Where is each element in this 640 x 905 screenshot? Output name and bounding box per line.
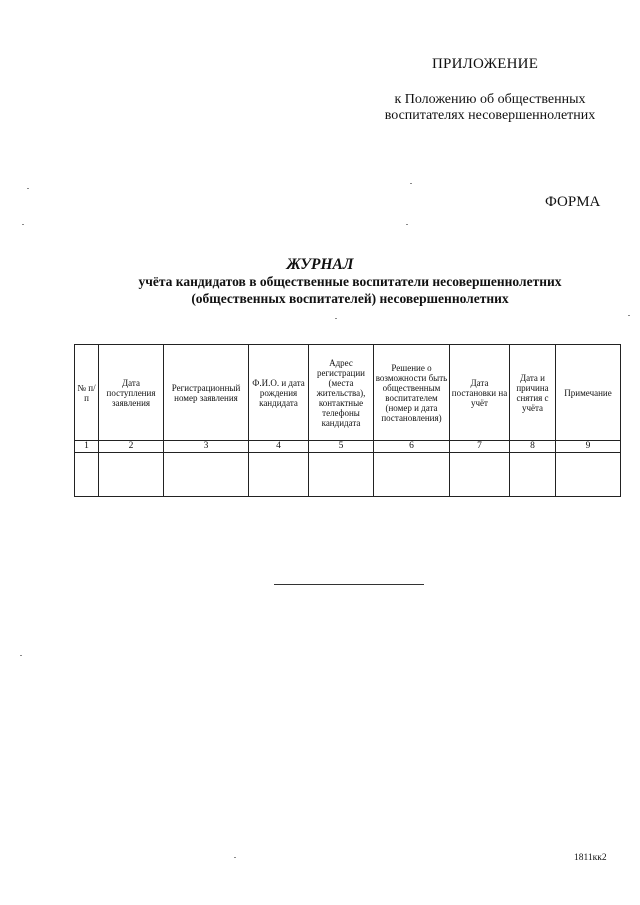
scan-speck <box>22 224 24 225</box>
blank-cell <box>249 453 309 497</box>
column-number: 1 <box>75 441 99 453</box>
header-cell: Решение о возможности быть общественным воспитателем (номер и дата постановления) <box>374 345 450 441</box>
blank-cell <box>164 453 249 497</box>
scan-speck <box>27 188 29 189</box>
header-cell: Ф.И.О. и дата рождения кандидата <box>249 345 309 441</box>
appendix-title: ПРИЛОЖЕНИЕ <box>432 56 539 72</box>
header-cell: Регистрационный номер заявления <box>164 345 249 441</box>
column-number: 5 <box>309 441 374 453</box>
scan-speck <box>628 315 630 316</box>
blank-cell <box>510 453 556 497</box>
column-number: 7 <box>450 441 510 453</box>
blank-cell <box>374 453 450 497</box>
header-cell: Дата и причина снятия с учёта <box>510 345 556 441</box>
scan-speck <box>335 318 337 319</box>
blank-entry-row <box>75 453 621 497</box>
journal-subtitle-line-2: (общественных воспитателей) несовершеннолетних <box>191 291 509 306</box>
appendix-reference <box>370 92 610 124</box>
column-number: 4 <box>249 441 309 453</box>
scan-speck <box>410 183 412 184</box>
scan-speck <box>234 857 236 858</box>
separator-line <box>274 584 424 585</box>
blank-cell <box>556 453 621 497</box>
scan-speck <box>20 655 22 656</box>
journal-title: ЖУРНАЛ <box>286 256 354 273</box>
column-number: 6 <box>374 441 450 453</box>
scan-speck <box>406 224 408 225</box>
blank-cell <box>99 453 164 497</box>
header-cell: Адрес регистрации (места жительства), контактные телефоны кандидата <box>309 345 374 441</box>
header-cell: № п/п <box>75 345 99 441</box>
column-number: 8 <box>510 441 556 453</box>
column-number-row <box>75 441 621 453</box>
header-cell: Примечание <box>556 345 621 441</box>
column-number: 3 <box>164 441 249 453</box>
blank-cell <box>309 453 374 497</box>
header-row <box>75 345 621 441</box>
column-number: 2 <box>99 441 164 453</box>
blank-cell <box>450 453 510 497</box>
header-cell: Дата поступления заявления <box>99 345 164 441</box>
journal-subtitle-line-1: учёта кандидатов в общественные воспитатели несовершеннолетних <box>138 274 562 289</box>
header-cell: Дата постановки на учёт <box>450 345 510 441</box>
form-label: ФОРМА <box>545 194 601 210</box>
blank-cell <box>75 453 99 497</box>
journal-subtitle <box>60 273 640 307</box>
document-code: 1811кк2 <box>574 853 607 863</box>
appendix-line-1: к Положению об общественных <box>394 92 586 107</box>
journal-table <box>74 344 621 497</box>
column-number: 9 <box>556 441 621 453</box>
appendix-line-2: воспитателях несовершеннолетних <box>384 108 596 123</box>
